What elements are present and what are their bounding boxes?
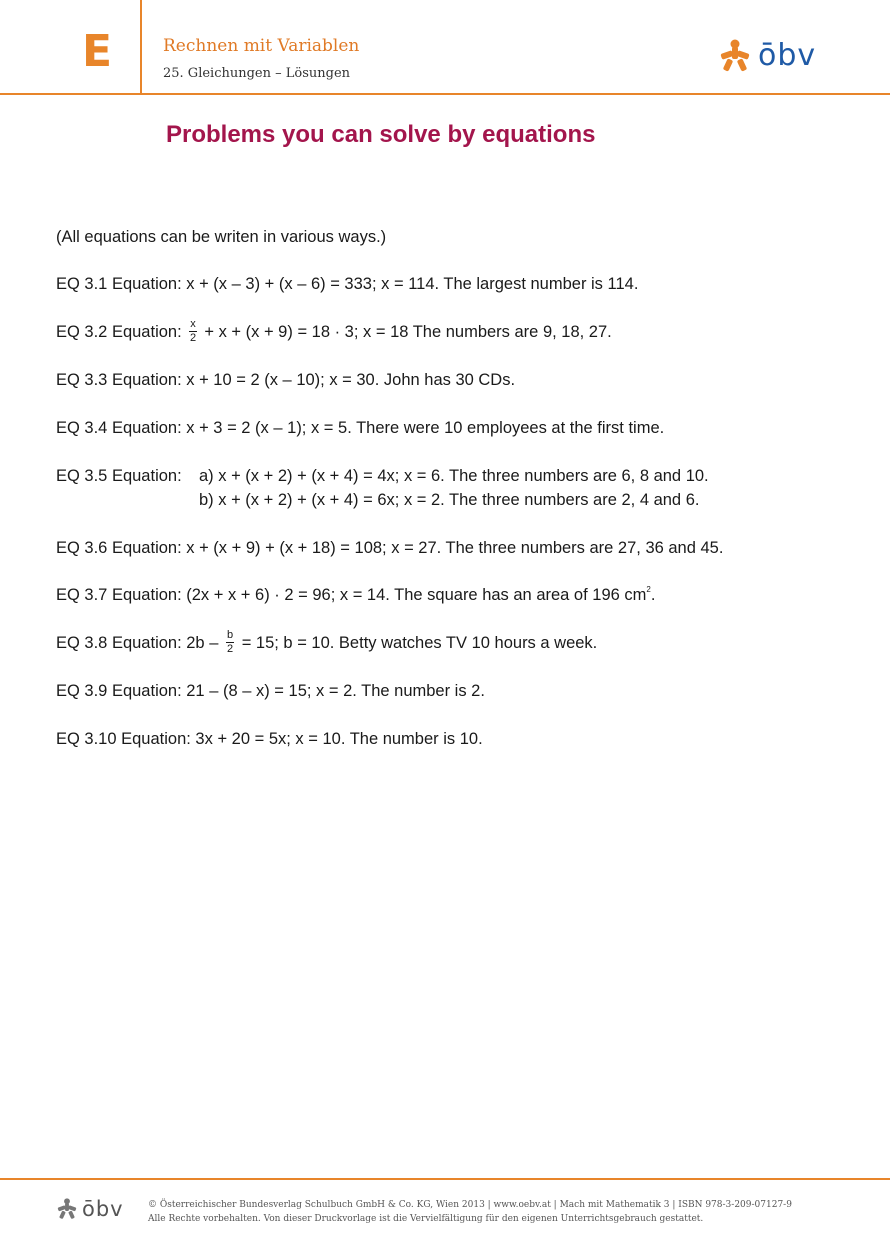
obv-star-icon — [718, 39, 752, 73]
footer-divider — [0, 1178, 890, 1180]
logo-wordmark: ōbv — [82, 1197, 124, 1221]
section-letter: E — [82, 26, 113, 77]
page-title: Problems you can solve by equations — [166, 121, 596, 148]
chapter-subtitle: 25. Gleichungen – Lösungen — [163, 66, 351, 81]
eq-3-8-prefix: EQ 3.8 Equation: 2b – — [56, 633, 219, 652]
intro-note: (All equations can be writen in various ways.) — [56, 228, 387, 246]
fraction-numerator: x — [190, 318, 196, 330]
logo-wordmark: ōbv — [758, 38, 817, 73]
solution-eq-3-5-label: EQ 3.5 Equation: — [56, 467, 182, 485]
obv-star-icon — [56, 1198, 78, 1220]
solution-eq-3-8 — [56, 631, 597, 656]
solution-eq-3-1: EQ 3.1 Equation: x + (x – 3) + (x – 6) = 333; x = 114. The largest number is 114. — [56, 275, 639, 293]
solution-eq-3-3: EQ 3.3 Equation: x + 10 = 2 (x – 10); x = 30. John has 30 CDs. — [56, 371, 516, 389]
solution-eq-3-2 — [56, 320, 612, 345]
solution-eq-3-5-b: b) x + (x + 2) + (x + 4) = 6x; x = 2. The three numbers are 2, 4 and 6. — [199, 491, 700, 509]
solution-eq-3-6: EQ 3.6 Equation: x + (x + 9) + (x + 18) = 108; x = 27. The three numbers are 27, 36 and 45. — [56, 539, 724, 557]
fraction — [226, 630, 234, 655]
eq-3-7-end: . — [650, 586, 656, 604]
eq-3-7-text: EQ 3.7 Equation: (2x + x + 6) · 2 = 96; x = 14. The square has an area of 196 cm — [56, 586, 647, 604]
fraction-denominator: 2 — [189, 332, 197, 344]
solution-eq-3-7 — [56, 586, 655, 605]
eq-3-8-suffix: = 15; b = 10. Betty watches TV 10 hours a week. — [241, 633, 598, 652]
eq-3-2-prefix: EQ 3.2 Equation: — [56, 322, 182, 341]
solution-eq-3-9: EQ 3.9 Equation: 21 – (8 – x) = 15; x = 2. The number is 2. — [56, 682, 485, 700]
eq-3-2-suffix: + x + (x + 9) = 18 · 3; x = 18 The numbers are 9, 18, 27. — [204, 322, 612, 341]
footer-logo — [56, 1197, 124, 1221]
fraction-denominator: 2 — [226, 643, 234, 655]
chapter-title: Rechnen mit Variablen — [163, 36, 360, 56]
fraction — [189, 319, 197, 344]
superscript: 2 — [646, 585, 651, 594]
header-divider-horizontal — [0, 93, 890, 95]
copyright-line-2: Alle Rechte vorbehalten. Von dieser Druckvorlage ist die Vervielfältigung für den eigenen Unterrichtsgebrauch gestattet. — [148, 1214, 704, 1224]
solution-eq-3-4: EQ 3.4 Equation: x + 3 = 2 (x – 1); x = 5. There were 10 employees at the first time. — [56, 419, 665, 437]
solution-eq-3-10: EQ 3.10 Equation: 3x + 20 = 5x; x = 10. The number is 10. — [56, 730, 483, 748]
header-divider-vertical — [140, 0, 142, 94]
copyright-notice — [148, 1198, 792, 1226]
solution-eq-3-5-a: a) x + (x + 2) + (x + 4) = 4x; x = 6. The three numbers are 6, 8 and 10. — [199, 467, 709, 485]
fraction-numerator: b — [226, 629, 234, 641]
publisher-logo — [718, 38, 816, 73]
copyright-line-1: © Österreichischer Bundesverlag Schulbuch GmbH & Co. KG, Wien 2013 | www.oebv.at | Mach mit Mathematik 3 | ISBN 978-3-209-07127-9 — [148, 1200, 792, 1210]
